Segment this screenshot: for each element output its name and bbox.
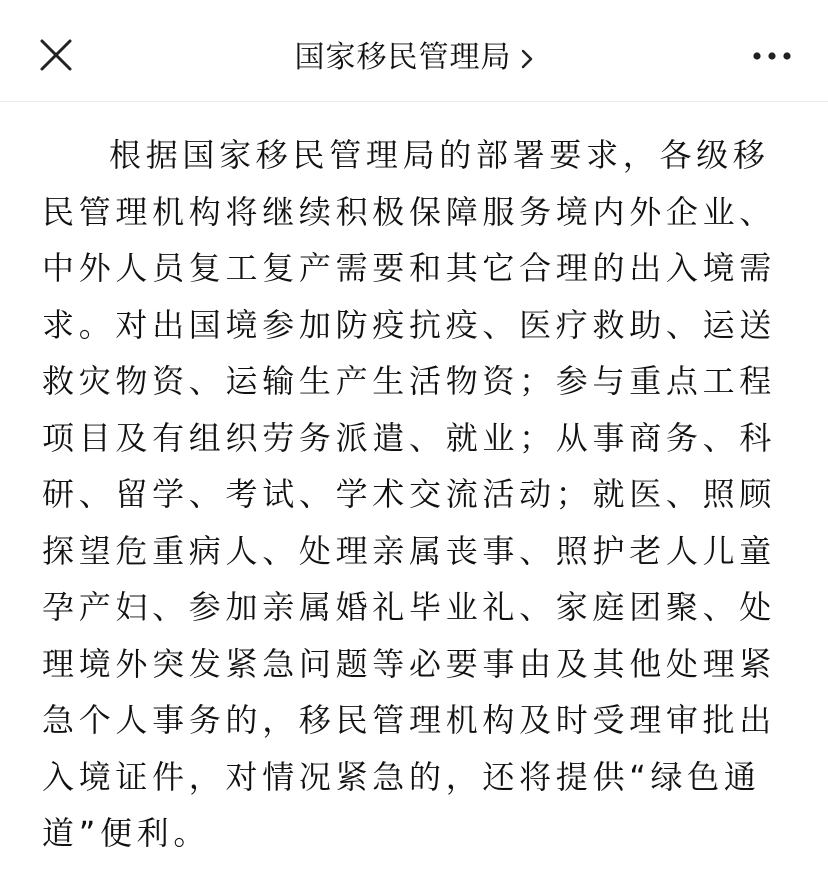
more-horizontal-icon [750, 57, 794, 76]
chevron-right-icon [520, 48, 534, 74]
page-title: 国家移民管理局 [294, 40, 512, 75]
more-button[interactable] [750, 40, 794, 72]
article-content [0, 102, 828, 862]
article-paragraph: 根据国家移民管理局的部署要求，各级移民管理机构将继续积极保障服务境内外企业、中外人员复工复产需要和其它合理的出入境需求。对出国境参加防疫抗疫、医疗救助、运送救灾物资、运输生产生活物资；参与重点工程项目及有组织劳务派遣、就业；从事商务、科研、留学、考试、学术交流活动；就医、照顾探望危重病人、处理亲属丧事、照护老人儿童孕产妇、参加亲属婚礼毕业礼、家庭团聚、处理境外突发紧急问题等必要事由及其他处理紧急个人事务的，移民管理机构及时受理审批出入境证件，对情况紧急的，还将提供“绿色通道”便利。 [42, 136, 777, 852]
top-navigation-bar [0, 0, 828, 102]
account-title-link[interactable] [0, 36, 828, 80]
